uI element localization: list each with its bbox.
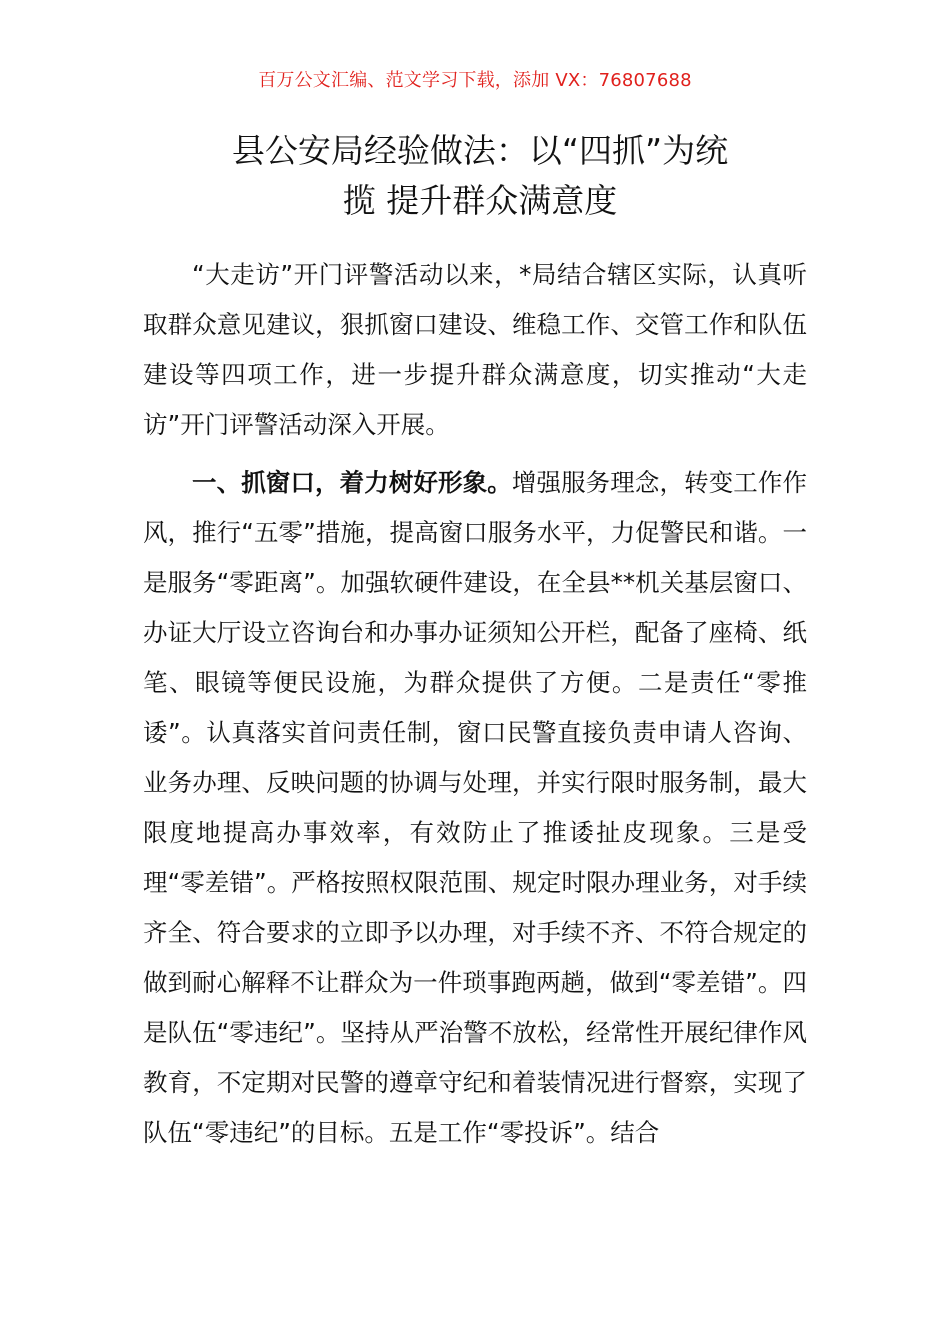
intro-paragraph: “大走访”开门评警活动以来，*局结合辖区实际，认真听取群众意见建议，狠抓窗口建设、维稳工作、交管工作和队伍建设等四项工作，进一步提升群众满意度，切实推动“大走访”开门评警活动深入开展。 <box>143 260 807 439</box>
title-line-2: 揽 提升群众满意度 <box>342 181 618 220</box>
section-1-heading: 一、抓窗口，着力树好形象。 <box>192 468 512 497</box>
document-title <box>150 126 810 226</box>
document-body <box>143 250 807 1158</box>
section-1-paragraph <box>143 458 807 1158</box>
title-line-1: 县公安局经验做法：以“四抓”为统 <box>231 131 729 170</box>
promo-banner: 百万公文汇编、范文学习下载，添加 VX：76807688 <box>258 70 692 91</box>
section-1-body: 增强服务理念，转变工作作风，推行“五零”措施，提高窗口服务水平，力促警民和谐。一是服务“零距离”。加强软硬件建设，在全县**机关基层窗口、办证大厅设立咨询台和办事办证须知公开栏，配备了座椅、纸笔、眼镜等便民设施，为群众提供了方便。二是责任“零推诿”。认真落实首问责任制，窗口民警直接负责申请人咨询、业务办理、反映问题的协调与处理，并实行限时服务制，最大限度地提高办事效率，有效防止了推诿扯皮现象。三是受理“零差错”。严格按照权限范围、规定时限办理业务，对手续齐全、符合要求的立即予以办理，对手续不齐、不符合规定的做到耐心解释不让群众为一件琐事跑两趟，做到“零差错”。四是队伍“零违纪”。坚持从严治警不放松，经常性开展纪律作风教育，不定期对民警的遵章守纪和着装情况进行督察，实现了队伍“零违纪”的目标。五是工作“零投诉”。结合 <box>143 468 808 1147</box>
